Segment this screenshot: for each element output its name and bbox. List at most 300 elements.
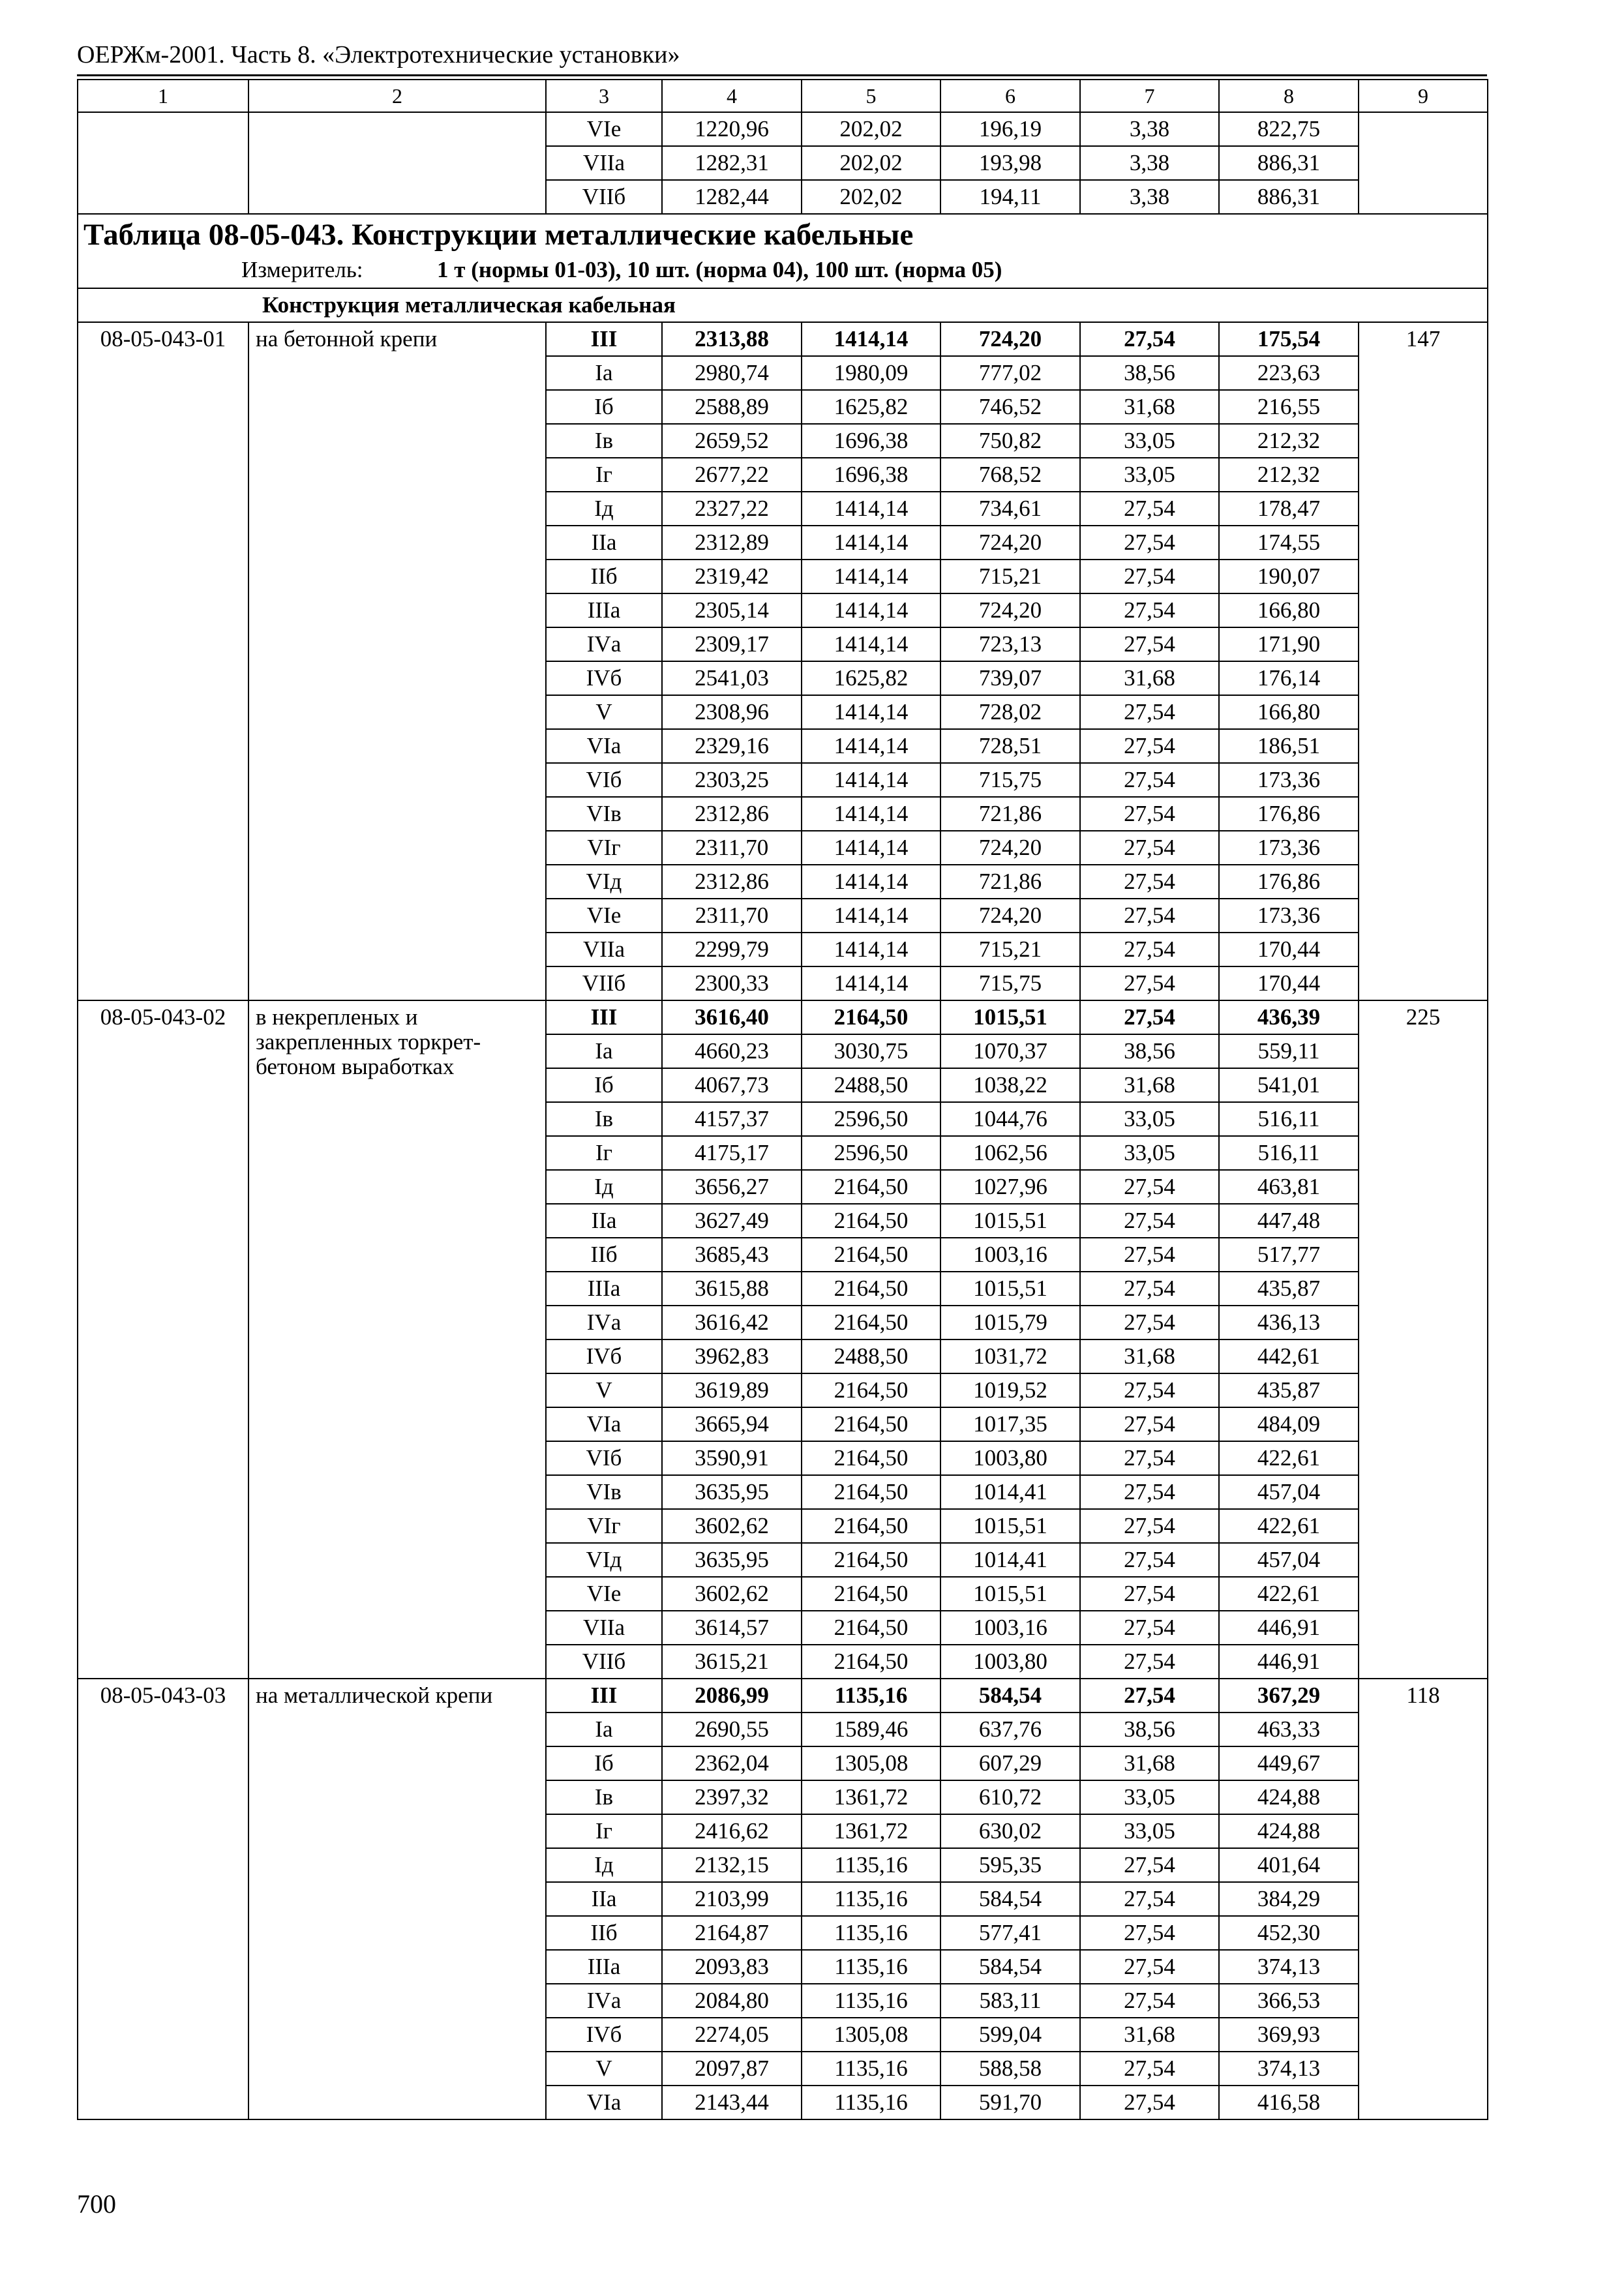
value-cell: 2659,52 [662,424,802,458]
value-cell: 176,14 [1219,661,1359,695]
value-cell: 1135,16 [802,1916,940,1950]
value-cell: VIа [546,2086,662,2119]
value-cell: Iв [546,424,662,458]
value-cell: 1015,51 [940,1509,1080,1543]
value-cell: 2164,50 [802,1170,940,1204]
value-cell: 3685,43 [662,1238,802,1272]
norms-table [77,79,1488,2120]
value-cell: VIб [546,763,662,797]
value-cell: 2308,96 [662,695,802,729]
column-number: 9 [1359,80,1488,112]
value-cell: 2416,62 [662,1814,802,1848]
value-cell: 1414,14 [802,560,940,593]
value-cell: 715,21 [940,933,1080,966]
value-cell: Iг [546,1814,662,1848]
page-number: 700 [77,2189,116,2219]
section-cell [78,288,1488,322]
value-cell: 1414,14 [802,593,940,627]
table-row [78,112,1488,146]
value-cell: 27,54 [1080,1272,1219,1306]
value-cell: 1003,80 [940,1645,1080,1679]
value-cell: IIб [546,560,662,593]
value-cell: 33,05 [1080,1814,1219,1848]
value-cell: 463,33 [1219,1713,1359,1746]
value-cell: IVа [546,1306,662,1339]
value-cell: 1135,16 [802,1882,940,1916]
value-cell: 27,54 [1080,1000,1219,1034]
value-cell: 173,36 [1219,831,1359,865]
table-row [78,1000,1488,1034]
value-cell: 3656,27 [662,1170,802,1204]
value-cell: 178,47 [1219,492,1359,526]
value-cell: IIIа [546,1950,662,1984]
value-cell: 27,54 [1080,797,1219,831]
value-cell: 2132,15 [662,1848,802,1882]
value-cell: 2980,74 [662,356,802,390]
value-cell: 33,05 [1080,1136,1219,1170]
value-cell: 173,36 [1219,763,1359,797]
value-cell: 33,05 [1080,1102,1219,1136]
value-cell: 3619,89 [662,1373,802,1407]
value-cell: 416,58 [1219,2086,1359,2119]
table-title-row [78,214,1488,288]
value-cell: 1070,37 [940,1034,1080,1068]
value-cell: 27,54 [1080,1204,1219,1238]
value-cell: 27,54 [1080,831,1219,865]
value-cell: 374,13 [1219,1950,1359,1984]
value-cell: 27,54 [1080,1238,1219,1272]
value-cell: 3962,83 [662,1339,802,1373]
value-cell: 777,02 [940,356,1080,390]
value-cell: 1027,96 [940,1170,1080,1204]
value-cell: VIг [546,1509,662,1543]
value-cell: 588,58 [940,2052,1080,2086]
column-number: 1 [78,80,248,112]
value-cell: 27,54 [1080,593,1219,627]
value-cell: 401,64 [1219,1848,1359,1882]
unit-label: Измеритель: [241,257,363,282]
value-cell: 1015,51 [940,1000,1080,1034]
code-cell [78,112,248,214]
value-cell: 2164,50 [802,1204,940,1238]
value-cell: 1014,41 [940,1543,1080,1577]
value-cell: 186,51 [1219,729,1359,763]
value-cell: 27,54 [1080,729,1219,763]
value-cell: 170,44 [1219,966,1359,1000]
value-cell: 3616,42 [662,1306,802,1339]
value-cell: 1414,14 [802,797,940,831]
value-cell: 212,32 [1219,458,1359,492]
value-cell: IIа [546,1204,662,1238]
value-cell: 2093,83 [662,1950,802,1984]
value-cell: 176,86 [1219,865,1359,899]
col9-value: 147 [1359,322,1488,1000]
value-cell: 516,11 [1219,1102,1359,1136]
value-cell: 1589,46 [802,1713,940,1746]
value-cell: 31,68 [1080,2018,1219,2052]
value-cell: IVб [546,1339,662,1373]
value-cell: 2164,87 [662,1916,802,1950]
value-cell: 768,52 [940,458,1080,492]
norm-name: на бетонной крепи [248,322,546,1000]
value-cell: 724,20 [940,526,1080,560]
value-cell: 27,54 [1080,1611,1219,1645]
value-cell: VIг [546,831,662,865]
value-cell: 27,54 [1080,695,1219,729]
value-cell: 1135,16 [802,1950,940,1984]
value-cell: 27,54 [1080,560,1219,593]
value-cell: 31,68 [1080,390,1219,424]
col9-value: 118 [1359,1679,1488,2119]
column-numbers-row [78,80,1488,112]
value-cell: 2488,50 [802,1339,940,1373]
value-cell: 1361,72 [802,1780,940,1814]
value-cell: 3602,62 [662,1577,802,1611]
value-cell: 27,54 [1080,1441,1219,1475]
value-cell: 1414,14 [802,729,940,763]
value-cell: 435,87 [1219,1272,1359,1306]
value-cell: 2164,50 [802,1475,940,1509]
value-cell: 1135,16 [802,1984,940,2018]
norm-code: 08-05-043-03 [78,1679,248,2119]
value-cell: 1414,14 [802,627,940,661]
value-cell: 2164,50 [802,1645,940,1679]
value-cell: VIа [546,1407,662,1441]
value-cell: 216,55 [1219,390,1359,424]
value-cell: VIIа [546,1611,662,1645]
value-cell: 1015,51 [940,1272,1080,1306]
value-cell: 3627,49 [662,1204,802,1238]
value-cell: 27,54 [1080,763,1219,797]
value-cell: 38,56 [1080,1713,1219,1746]
table-row [78,322,1488,356]
value-cell: 173,36 [1219,899,1359,933]
value-cell: 595,35 [940,1848,1080,1882]
value-cell: 715,75 [940,966,1080,1000]
value-cell: 822,75 [1219,112,1359,146]
column-number: 3 [546,80,662,112]
value-cell: 4157,37 [662,1102,802,1136]
norm-code: 08-05-043-01 [78,322,248,1000]
value-cell: 27,54 [1080,322,1219,356]
value-cell: 1625,82 [802,661,940,695]
value-cell: 422,61 [1219,1441,1359,1475]
value-cell: IVб [546,661,662,695]
name-cell [248,112,546,214]
value-cell: 27,54 [1080,1306,1219,1339]
value-cell: 2164,50 [802,1543,940,1577]
value-cell: 3,38 [1080,180,1219,214]
value-cell: Iа [546,1713,662,1746]
value-cell: 27,54 [1080,865,1219,899]
value-cell: 2319,42 [662,560,802,593]
value-cell: 27,54 [1080,1577,1219,1611]
value-cell: 637,76 [940,1713,1080,1746]
value-cell: 2164,50 [802,1509,940,1543]
value-cell: 2588,89 [662,390,802,424]
value-cell: 2309,17 [662,627,802,661]
value-cell: 723,13 [940,627,1080,661]
value-cell: 3590,91 [662,1441,802,1475]
value-cell: 583,11 [940,1984,1080,2018]
value-cell: 2164,50 [802,1373,940,1407]
value-cell: 724,20 [940,322,1080,356]
value-cell: 2305,14 [662,593,802,627]
value-cell: 27,54 [1080,1916,1219,1950]
value-cell: 1414,14 [802,763,940,797]
value-cell: VIе [546,899,662,933]
value-cell: 449,67 [1219,1746,1359,1780]
value-cell: 3,38 [1080,146,1219,180]
table-title: Таблица 08-05-043. Конструкции металлические кабельные [83,218,914,252]
value-cell: 176,86 [1219,797,1359,831]
value-cell: 2397,32 [662,1780,802,1814]
value-cell: 27,54 [1080,966,1219,1000]
value-cell: 31,68 [1080,1339,1219,1373]
value-cell: 33,05 [1080,424,1219,458]
value-cell: 1414,14 [802,322,940,356]
value-cell: 1220,96 [662,112,802,146]
value-cell: 202,02 [802,112,940,146]
column-number: 7 [1080,80,1219,112]
value-cell: VIIб [546,966,662,1000]
column-number: 5 [802,80,940,112]
value-cell: Iб [546,1746,662,1780]
value-cell: IVб [546,2018,662,2052]
value-cell: 2311,70 [662,899,802,933]
value-cell: 2303,25 [662,763,802,797]
value-cell: 170,44 [1219,933,1359,966]
value-cell: 1003,16 [940,1611,1080,1645]
value-cell: 27,54 [1080,526,1219,560]
value-cell: 559,11 [1219,1034,1359,1068]
value-cell: 584,54 [940,1950,1080,1984]
value-cell: 721,86 [940,865,1080,899]
value-cell: 435,87 [1219,1373,1359,1407]
value-cell: 194,11 [940,180,1080,214]
value-cell: 886,31 [1219,180,1359,214]
value-cell: 1305,08 [802,1746,940,1780]
column-number: 4 [662,80,802,112]
value-cell: IIб [546,1238,662,1272]
value-cell: 739,07 [940,661,1080,695]
value-cell: 2300,33 [662,966,802,1000]
unit-line [83,255,1487,288]
value-cell: Iд [546,492,662,526]
value-cell: 2311,70 [662,831,802,865]
value-cell: 715,75 [940,763,1080,797]
col9-value: 225 [1359,1000,1488,1679]
value-cell: 2596,50 [802,1136,940,1170]
value-cell: 3,38 [1080,112,1219,146]
value-cell: 212,32 [1219,424,1359,458]
value-cell: 27,54 [1080,2052,1219,2086]
value-cell: Iд [546,1170,662,1204]
value-cell: 2299,79 [662,933,802,966]
value-cell: 457,04 [1219,1543,1359,1577]
value-cell: 452,30 [1219,1916,1359,1950]
value-cell: 202,02 [802,180,940,214]
value-cell: 1135,16 [802,2052,940,2086]
value-cell: 1305,08 [802,2018,940,2052]
col9-cell [1359,112,1488,214]
value-cell: 463,81 [1219,1170,1359,1204]
value-cell: 175,54 [1219,322,1359,356]
value-cell: Iв [546,1780,662,1814]
value-cell: 31,68 [1080,1746,1219,1780]
value-cell: 27,54 [1080,1170,1219,1204]
value-cell: Iб [546,390,662,424]
value-cell: 3635,95 [662,1475,802,1509]
value-cell: 2541,03 [662,661,802,695]
value-cell: 2164,50 [802,1441,940,1475]
norm-code: 08-05-043-02 [78,1000,248,1679]
value-cell: 1980,09 [802,356,940,390]
value-cell: 436,39 [1219,1000,1359,1034]
value-cell: 446,91 [1219,1645,1359,1679]
value-cell: 33,05 [1080,1780,1219,1814]
value-cell: 3614,57 [662,1611,802,1645]
table-row [78,1679,1488,1713]
value-cell: 31,68 [1080,1068,1219,1102]
value-cell: 38,56 [1080,1034,1219,1068]
value-cell: 584,54 [940,1882,1080,1916]
value-cell: 728,51 [940,729,1080,763]
value-cell: VIв [546,797,662,831]
value-cell: 171,90 [1219,627,1359,661]
value-cell: 27,54 [1080,1475,1219,1509]
value-cell: 1135,16 [802,1679,940,1713]
column-number: 6 [940,80,1080,112]
value-cell: V [546,2052,662,2086]
value-cell: 746,52 [940,390,1080,424]
value-cell: 2164,50 [802,1407,940,1441]
value-cell: 38,56 [1080,356,1219,390]
value-cell: 750,82 [940,424,1080,458]
value-cell: 1015,51 [940,1204,1080,1238]
value-cell: VIб [546,1441,662,1475]
value-cell: 2274,05 [662,2018,802,2052]
value-cell: 1062,56 [940,1136,1080,1170]
value-cell: 27,54 [1080,1950,1219,1984]
value-cell: 2103,99 [662,1882,802,1916]
value-cell: 584,54 [940,1679,1080,1713]
value-cell: 27,54 [1080,1407,1219,1441]
value-cell: 610,72 [940,1780,1080,1814]
value-cell: 721,86 [940,797,1080,831]
value-cell: 728,02 [940,695,1080,729]
value-cell: 3665,94 [662,1407,802,1441]
value-cell: V [546,1373,662,1407]
value-cell: 599,04 [940,2018,1080,2052]
value-cell: 1003,16 [940,1238,1080,1272]
value-cell: 2362,04 [662,1746,802,1780]
value-cell: 384,29 [1219,1882,1359,1916]
value-cell: Iд [546,1848,662,1882]
value-cell: 2164,50 [802,1238,940,1272]
value-cell: 516,11 [1219,1136,1359,1170]
value-cell: 27,54 [1080,627,1219,661]
value-cell: 607,29 [940,1746,1080,1780]
value-cell: 630,02 [940,1814,1080,1848]
value-cell: 366,53 [1219,1984,1359,2018]
value-cell: 2690,55 [662,1713,802,1746]
value-cell: IIIа [546,593,662,627]
value-cell: 577,41 [940,1916,1080,1950]
value-cell: 2312,86 [662,797,802,831]
value-cell: 166,80 [1219,695,1359,729]
value-cell: 202,02 [802,146,940,180]
value-cell: 1015,79 [940,1306,1080,1339]
table-body [78,80,1488,2119]
value-cell: 2313,88 [662,322,802,356]
value-cell: 190,07 [1219,560,1359,593]
value-cell: 223,63 [1219,356,1359,390]
value-cell: 193,98 [940,146,1080,180]
value-cell: 27,54 [1080,1679,1219,1713]
value-cell: 2164,50 [802,1611,940,1645]
value-cell: 1031,72 [940,1339,1080,1373]
value-cell: VIа [546,729,662,763]
value-cell: VIIа [546,933,662,966]
value-cell: 4660,23 [662,1034,802,1068]
value-cell: 369,93 [1219,2018,1359,2052]
value-cell: Iб [546,1068,662,1102]
value-cell: 27,54 [1080,1645,1219,1679]
value-cell: 1044,76 [940,1102,1080,1136]
value-cell: 27,54 [1080,2086,1219,2119]
value-cell: 1019,52 [940,1373,1080,1407]
value-cell: 1696,38 [802,458,940,492]
norm-name: на металлической крепи [248,1679,546,2119]
value-cell: 4067,73 [662,1068,802,1102]
value-cell: 2086,99 [662,1679,802,1713]
value-cell: 2164,50 [802,1306,940,1339]
value-cell: VIIа [546,146,662,180]
value-cell: 1414,14 [802,933,940,966]
value-cell: 2164,50 [802,1577,940,1611]
value-cell: 367,29 [1219,1679,1359,1713]
value-cell: V [546,695,662,729]
value-cell: IVа [546,1984,662,2018]
value-cell: 174,55 [1219,526,1359,560]
norm-name: в некрепленых и закрепленных торкрет-бетоном выработках [248,1000,546,1679]
value-cell: 3615,21 [662,1645,802,1679]
value-cell: 27,54 [1080,1984,1219,2018]
value-cell: 1282,31 [662,146,802,180]
unit-value: 1 т (нормы 01-03), 10 шт. (норма 04), 100 шт. (норма 05) [437,257,1002,282]
value-cell: 734,61 [940,492,1080,526]
value-cell: 484,09 [1219,1407,1359,1441]
value-cell: 1015,51 [940,1577,1080,1611]
value-cell: IIа [546,526,662,560]
value-cell: 27,54 [1080,1882,1219,1916]
value-cell: 1361,72 [802,1814,940,1848]
value-cell: 27,54 [1080,1543,1219,1577]
value-cell: 2164,50 [802,1000,940,1034]
value-cell: 1282,44 [662,180,802,214]
value-cell: 27,54 [1080,1509,1219,1543]
value-cell: 2312,89 [662,526,802,560]
value-cell: IIIа [546,1272,662,1306]
value-cell: IVа [546,627,662,661]
value-cell: 3615,88 [662,1272,802,1306]
value-cell: 422,61 [1219,1577,1359,1611]
value-cell: III [546,1679,662,1713]
value-cell: VIIб [546,180,662,214]
value-cell: 457,04 [1219,1475,1359,1509]
value-cell: VIе [546,1577,662,1611]
